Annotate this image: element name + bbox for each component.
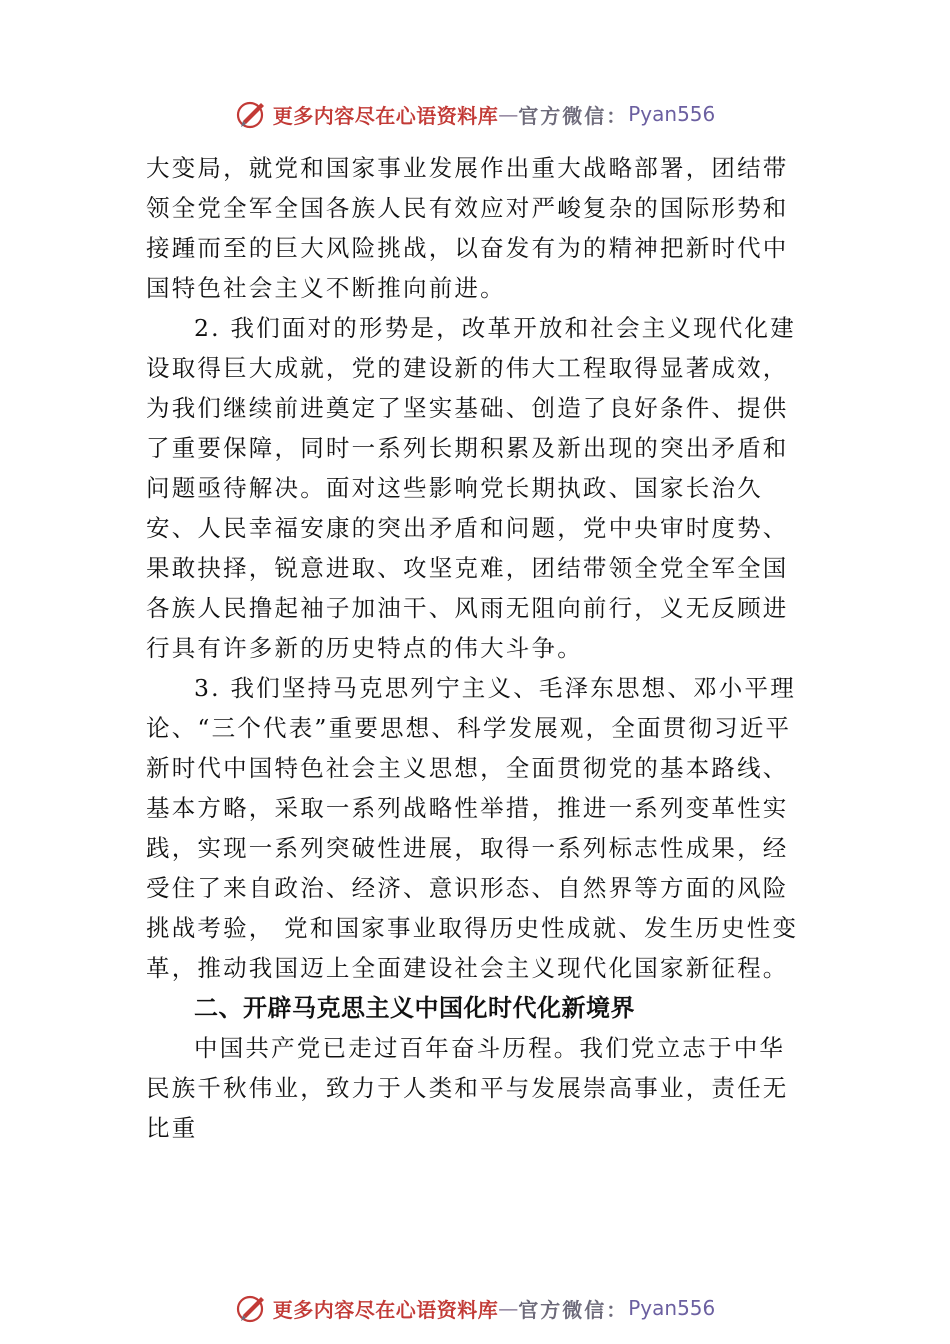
pen-logo-icon bbox=[235, 1291, 269, 1325]
paragraph-2: 2. 我们面对的形势是，改革开放和社会主义现代化建设取得巨大成就，党的建设新的伟大工程取得显著成效，为我们继续前进奠定了坚实基础、创造了良好条件、提供了重要保障，同时一系列长期积累及新出现的突出矛盾和问题亟待解决。面对这些影响党长期执政、国家长治久安、人民幸福安康的突出矛盾和问题，党中央审时度势、果敢抉择，锐意进取、攻坚克难，团结带领全党全军全国各族人民撸起袖子加油干、风雨无阻向前行，义无反顾进行具有许多新的历史特点的伟大斗争。 bbox=[146, 314, 796, 662]
watermark-wechat-label: 官方微信： bbox=[518, 1297, 629, 1322]
watermark-library-text: 更多内容尽在心语资料库 bbox=[272, 103, 499, 128]
watermark-library-text: 更多内容尽在心语资料库 bbox=[272, 1297, 499, 1322]
paragraph-3: 3. 我们坚持马克思列宁主义、毛泽东思想、邓小平理论、“三个代表”重要思想、科学发展观，全面贯彻习近平新时代中国特色社会主义思想，全面贯彻党的基本路线、基本方略，采取一系列战略性举措，推进一系列变革性实践，实现一系列突破性进展，取得一系列标志性成果，经受住了来自政治、经济、意识形态、自然界等方面的风险挑战考验， 党和国家事业取得历史性成就、发生历史性变革，推动我国迈上全面建设社会主义现代化国家新征程。 bbox=[146, 674, 799, 982]
pen-logo-icon bbox=[235, 97, 269, 131]
footer-watermark bbox=[0, 1290, 950, 1326]
watermark-wechat-id: Pyan556 bbox=[628, 1296, 716, 1320]
watermark-dash: — bbox=[498, 102, 519, 126]
document-body bbox=[146, 148, 808, 1148]
watermark-wechat-label: 官方微信： bbox=[518, 103, 629, 128]
header-watermark bbox=[0, 96, 950, 132]
watermark-dash: — bbox=[498, 1296, 519, 1320]
watermark-wechat-id: Pyan556 bbox=[628, 102, 716, 126]
paragraph-1: 大变局，就党和国家事业发展作出重大战略部署，团结带领全党全军全国各族人民有效应对严峻复杂的国际形势和接踵而至的巨大风险挑战，以奋发有为的精神把新时代中国特色社会主义不断推向前进。 bbox=[146, 154, 789, 302]
section-heading: 二、开辟马克思主义中国化时代化新境界 bbox=[194, 994, 635, 1022]
paragraph-4: 中国共产党已走过百年奋斗历程。我们党立志于中华民族千秋伟业，致力于人类和平与发展崇高事业，责任无比重 bbox=[146, 1034, 789, 1142]
